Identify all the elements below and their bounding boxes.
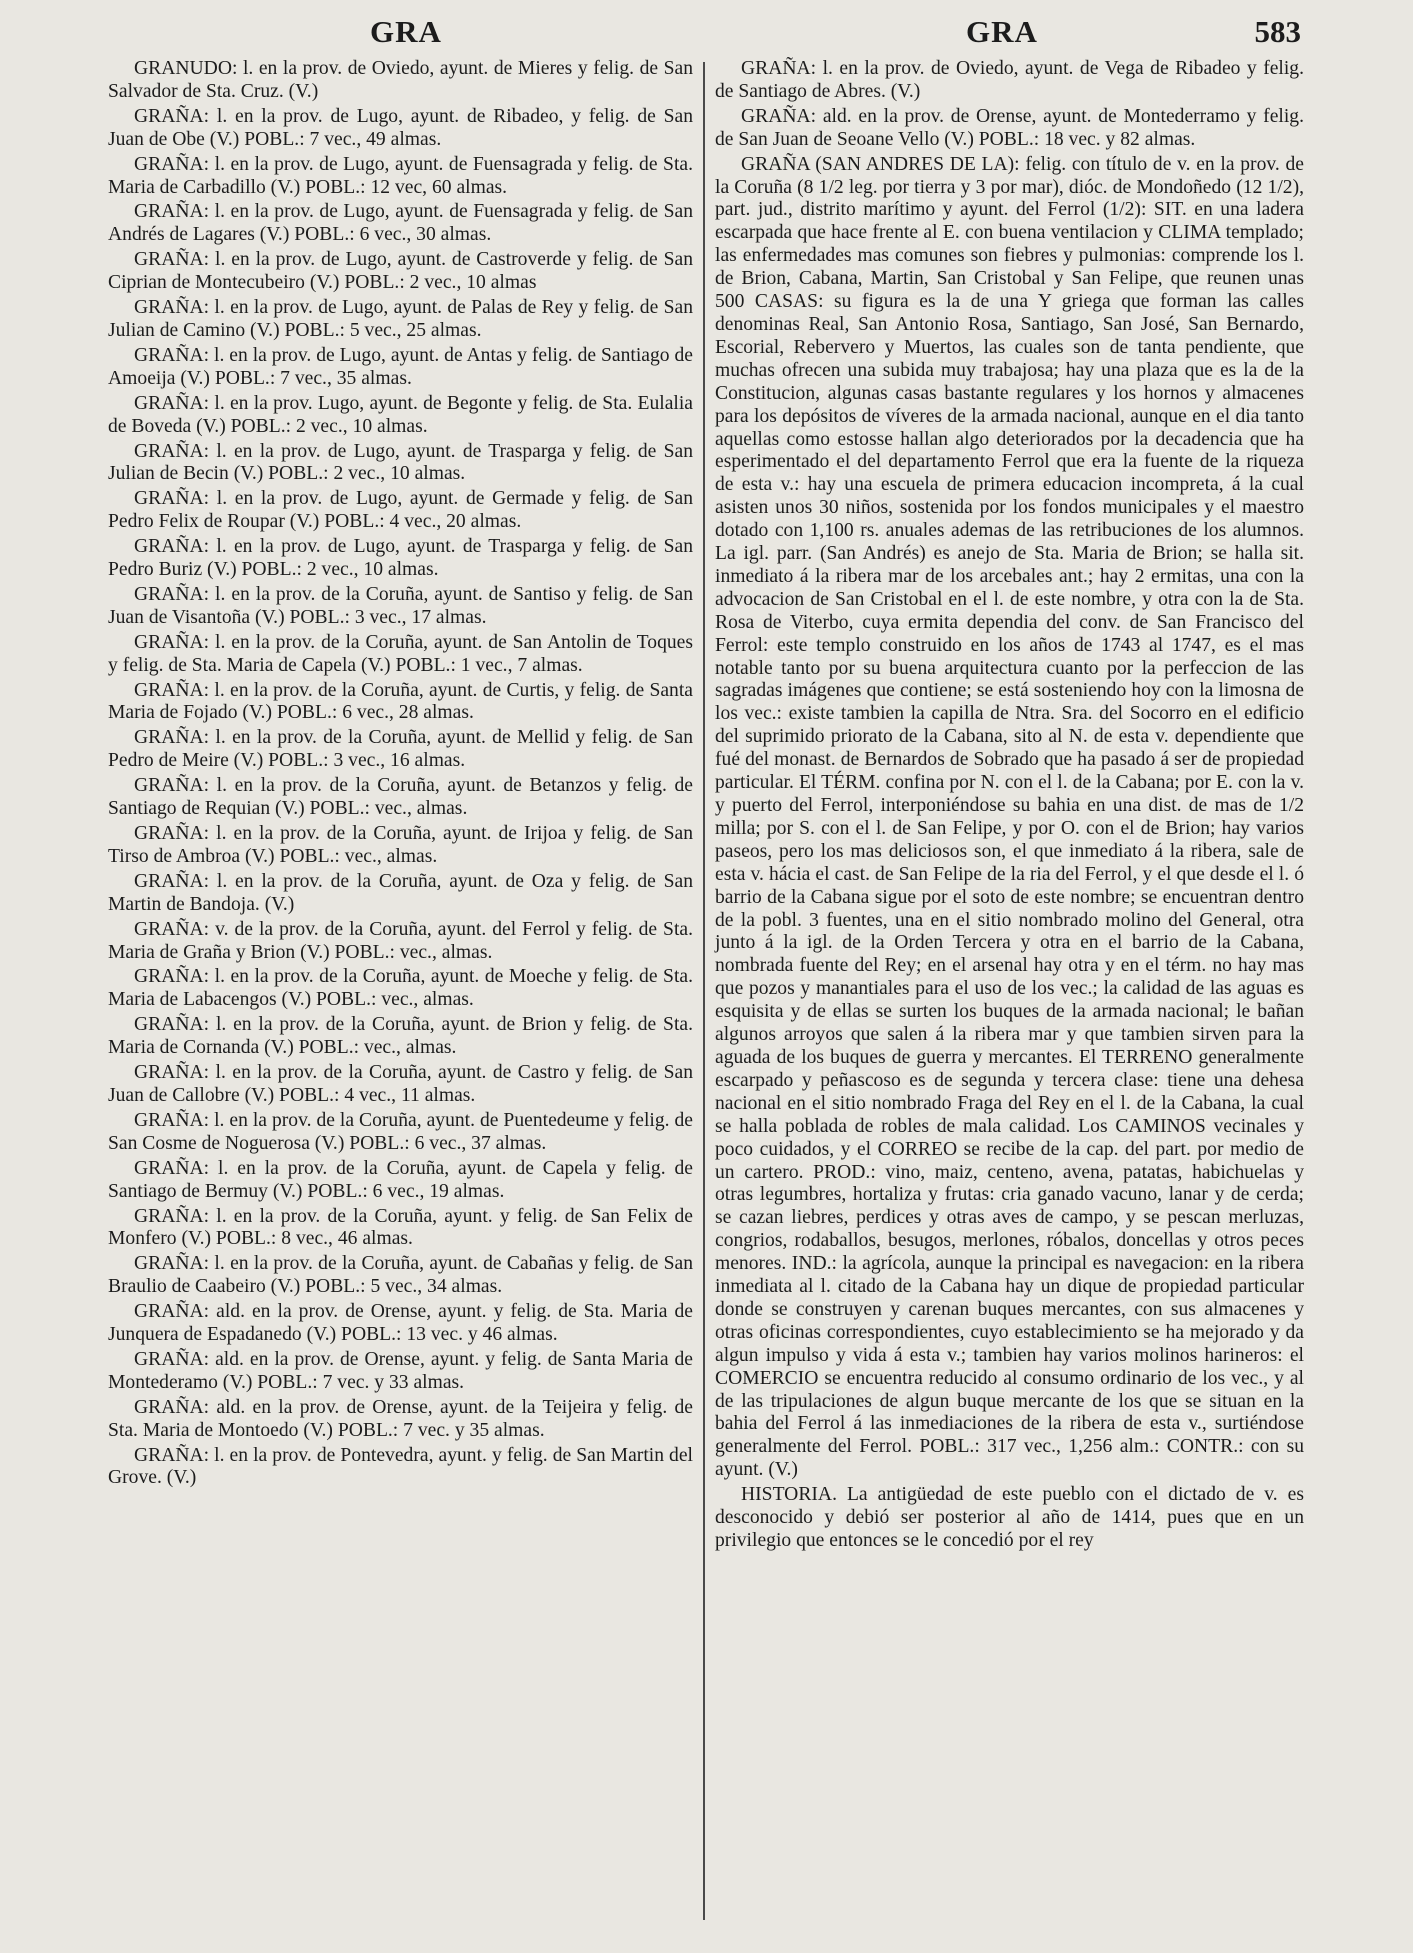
entry: GRAÑA: l. en la prov. de la Coruña, ayunt. y felig. de San Felix de Monfero (V.) POBL.: 8 vec., 46 almas. [108, 1205, 693, 1250]
entry: GRAÑA: ald. en la prov. de Orense, ayunt. de la Teijeira y felig. de Sta. Maria de Montoedo (V.) POBL.: 7 vec. y 35 almas. [108, 1396, 693, 1441]
entry: GRAÑA: l. en la prov. de Lugo, ayunt. de Trasparga y felig. de San Julian de Becin (V.) POBL.: 2 vec., 10 almas. [108, 440, 693, 485]
column-rule [703, 62, 705, 1920]
entry: GRANUDO: l. en la prov. de Oviedo, ayunt. de Mieres y felig. de San Salvador de Sta. Cruz. (V.) [108, 58, 693, 102]
running-head-right: GRA [966, 14, 1038, 49]
entry: GRAÑA: l. en la prov. de Lugo, ayunt. de Antas y felig. de Santiago de Amoeija (V.) POBL.: 7 vec., 35 almas. [108, 344, 693, 389]
entry: GRAÑA: l. en la prov. de la Coruña, ayunt. de Mellid y felig. de San Pedro de Meire (V.) POBL.: 3 vec., 16 almas. [108, 727, 693, 772]
entry: GRAÑA: l. en la prov. de Lugo, ayunt. de Fuensagrada y felig. de Sta. Maria de Carbadillo (V.) POBL.: 12 vec, 60 almas. [108, 153, 693, 198]
entry: GRAÑA: l. en la prov. de la Coruña, ayunt. de Moeche y felig. de Sta. Maria de Labacengos (V.) POBL.: vec., almas. [108, 966, 693, 1011]
entry: GRAÑA: l. en la prov. de la Coruña, ayunt. de Curtis, y felig. de Santa Maria de Fojado (V.) POBL.: 6 vec., 28 almas. [108, 679, 693, 724]
entry: GRAÑA: l. en la prov. de la Coruña, ayunt. de Capela y felig. de Santiago de Bermuy (V.) POBL.: 6 vec., 19 almas. [108, 1157, 693, 1202]
entry: GRAÑA: l. en la prov. de Oviedo, ayunt. de Vega de Ribadeo y felig. de Santiago de Abres. (V.) [715, 58, 1304, 102]
entry: GRAÑA: l. en la prov. de la Coruña, ayunt. de Puentedeume y felig. de San Cosme de Noguerosa (V.) POBL.: 6 vec., 37 almas. [108, 1109, 693, 1154]
entry: GRAÑA: ald. en la prov. de Orense, ayunt. y felig. de Sta. Maria de Junquera de Espadanedo (V.) POBL.: 13 vec. y 46 almas. [108, 1301, 693, 1346]
entry: GRAÑA: l. en la prov. de la Coruña, ayunt. de San Antolin de Toques y felig. de Sta. Maria de Capela (V.) POBL.: 1 vec., 7 almas. [108, 631, 693, 676]
entry: GRAÑA: l. en la prov. de Lugo, ayunt. de Trasparga y felig. de San Pedro Buriz (V.) POBL.: 2 vec., 10 almas. [108, 536, 693, 581]
entry: GRAÑA: ald. en la prov. de Orense, ayunt. de Montederramo y felig. de San Juan de Seoane Vello (V.) POBL.: 18 vec. y 82 almas. [715, 105, 1304, 150]
entry: GRAÑA: l. en la prov. Lugo, ayunt. de Begonte y felig. de Sta. Eulalia de Boveda (V.) POBL.: 2 vec., 10 almas. [108, 392, 693, 437]
entry: GRAÑA: l. en la prov. de Pontevedra, ayunt. y felig. de San Martin del Grove. (V.) [108, 1444, 693, 1489]
entry: GRAÑA: l. en la prov. de Lugo, ayunt. de Germade y felig. de San Pedro Felix de Roupar (V.) POBL.: 4 vec., 20 almas. [108, 488, 693, 533]
running-head-left: GRA [370, 14, 442, 49]
entry: GRAÑA: l. en la prov. de la Coruña, ayunt. de Cabañas y felig. de San Braulio de Caabeiro (V.) POBL.: 5 vec., 34 almas. [108, 1253, 693, 1298]
right-column [715, 58, 1304, 1555]
entry: GRAÑA: l. en la prov. de la Coruña, ayunt. de Oza y felig. de San Martin de Bandoja. (V.) [108, 870, 693, 915]
entry: GRAÑA: l. en la prov. de Lugo, ayunt. de Palas de Rey y felig. de San Julian de Camino (V.) POBL.: 5 vec., 25 almas. [108, 297, 693, 341]
entry: GRAÑA: l. en la prov. de la Coruña, ayunt. de Santiso y felig. de San Juan de Visantoña (V.) POBL.: 3 vec., 17 almas. [108, 583, 693, 628]
entry: GRAÑA: l. en la prov. de la Coruña, ayunt. de Brion y felig. de Sta. Maria de Cornanda (V.) POBL.: vec., almas. [108, 1014, 693, 1059]
entry: GRAÑA: l. en la prov. de Lugo, ayunt. de Ribadeo, y felig. de San Juan de Obe (V.) POBL.: 7 vec., 49 almas. [108, 105, 693, 150]
entry: GRAÑA: v. de la prov. de la Coruña, ayunt. del Ferrol y felig. de Sta. Maria de Graña y Brion (V.) POBL.: vec., almas. [108, 918, 693, 963]
entry-historia: HISTORIA. La antigüedad de este pueblo con el dictado de v. es desconocido y debió ser posterior al año de 1414, pues que en un privilegio que entonces se le concedió por el rey [715, 1484, 1304, 1551]
page-number: 583 [1254, 14, 1301, 49]
entry: GRAÑA: l. en la prov. de la Coruña, ayunt. de Castro y felig. de San Juan de Callobre (V.) POBL.: 4 vec., 11 almas. [108, 1062, 693, 1106]
entry: GRAÑA: l. en la prov. de la Coruña, ayunt. de Betanzos y felig. de Santiago de Requian (V.) POBL.: vec., almas. [108, 775, 693, 820]
left-column [108, 58, 693, 1492]
entry: GRAÑA: l. en la prov. de Lugo, ayunt. de Castroverde y felig. de San Ciprian de Montecubeiro (V.) POBL.: 2 vec., 10 almas [108, 249, 693, 294]
entry-grana-san-andres: GRAÑA (SAN ANDRES DE LA): felig. con título de v. en la prov. de la Coruña (8 1/2 leg. por tierra y 3 por mar), dióc. de Mondoñedo (12 1/2), part. jud., distrito marítimo y ayunt. del Ferrol (1/2): SIT. en una ladera escarpada que hace frente al E. con buena ventilacion y CLIMA templado; las enfermedades mas comunes son fiebres y pulmonias: comprende los l. de Brion, Cabana, Martin, San Cristobal y San Felipe, que reunen unas 500 CASAS: su figura es la de una Y griega que forman las calles denominas Real, San Antonio Rosa, Santiago, San José, San Bernardo, Escorial, Rebervero y Muertos, las cuales son de tanta pendiente, que muchas ofrecen una subida muy trabajosa; hay una plaza que es la de la Constitucion, algunas casas bastante regulares y los hornos y almacenes para los depósitos de víveres de la armada nacional, aunque en el dia tanto aquellas como estosse hallan algo deteriorados por la decadencia que ha esperimentado el del departamento Ferrol que era la fuente de la riqueza de esta v.: hay una escuela de primera educacion incompreta, á la cual asisten unos 30 niños, sostenida por los fondos municipales y el maestro dotado con 1,100 rs. anuales ademas de las retribuciones de los alumnos. La igl. parr. (San Andrés) es anejo de Sta. Maria de Brion; se halla sit. inmediato á la ribera mar de los arcebales ant.; hay 2 ermitas, una con la advocacion de San Cristobal en el l. de este nombre, y otra con la de Sta. Rosa de Viterbo, cuya ermita dependia del conv. de San Francisco del Ferrol: este templo construido en los años de 1743 al 1747, es el mas notable tanto por su buena arquitectura cuanto por la perfeccion de las sagradas imágenes que contiene; se está sosteniendo hoy con la limosna de los vec.: existe tambien la capilla de Ntra. Sra. del Socorro en el edificio del suprimido priorato de la Cabana, sito al N. de esta v. dependiente que fué del monast. de Bernardos de Sobrado que ha pasado á ser de propiedad particular. El TÉRM. confina por N. con el l. de la Cabana; por E. con la v. y puerto del Ferrol, interponiéndose su bahia en una dist. de mas de 1/2 milla; por S. con el l. de San Felipe, y por O. con el de Brion; hay varios paseos, pero los mas deliciosos son, el que inmediato á la ribera, sale de esta v. hácia el cast. de San Felipe de la ria del Ferrol, y el que desde el l. ó barrio de la Cabana sigue por el soto de este nombre; se encuentran dentro de la pobl. 3 fuentes, una en el sitio nombrado molino del General, otra junto á la igl. de la Orden Tercera y otra en el barrio de la Cabana, nombrada fuente del Rey; en el arsenal hay otra y en el térm. no hay mas que pozos y manantiales para el uso de los vec.; la calidad de las aguas es esquisita y de ellas se surten los buques de la armada nacional; le bañan algunos arroyos que salen á la ribera mar y que tambien sirven para la aguada de los buques de guerra y mercantes. El TERRENO generalmente escarpado y peñascoso es de segunda y tercera clase: tiene una dehesa nacional en el sitio nombrado Fraga del Rey en el l. de la Cabana, la cual se halla poblada de robles de mala calidad. Los CAMINOS vecinales y poco cuidados, y el CORREO se recibe de la cap. del part. por medio de un cartero. PROD.: vino, maiz, centeno, avena, patatas, habichuelas y otras legumbres, hortaliza y frutas: cria ganado vacuno, lanar y de cerda; se cazan liebres, perdices y otras aves de campo, y se pescan merluzas, congrios, rodaballos, besugos, merlones, róbalos, doncellas y otros peces menores. IND.: la agrícola, aunque la principal es navegacion: en la ribera inmediata al l. citado de la Cabana hay un dique de propiedad particular donde se construyen y carenan buques mercantes, con sus almacenes y otras oficinas correspondientes, cuyo establecimiento se ha mejorado y da algun impulso y vida á esta v.; tambien hay varios molinos harineros: el COMERCIO se encuentra reducido al consumo ordinario de los vec., y al de las tripulaciones de algun buque mercante de los que se situan en la bahia del Ferrol á las inmediaciones de la ribera de esta v., surtiéndose generalmente del Ferrol. POBL.: 317 vec., 1,256 alm.: CONTR.: con su ayunt. (V.) [715, 153, 1304, 1481]
entry: GRAÑA: ald. en la prov. de Orense, ayunt. y felig. de Santa Maria de Montederamo (V.) POBL.: 7 vec. y 33 almas. [108, 1348, 693, 1393]
entry: GRAÑA: l. en la prov. de Lugo, ayunt. de Fuensagrada y felig. de San Andrés de Lagares (V.) POBL.: 6 vec., 30 almas. [108, 201, 693, 246]
entry: GRAÑA: l. en la prov. de la Coruña, ayunt. de Irijoa y felig. de San Tirso de Ambroa (V.) POBL.: vec., almas. [108, 823, 693, 867]
